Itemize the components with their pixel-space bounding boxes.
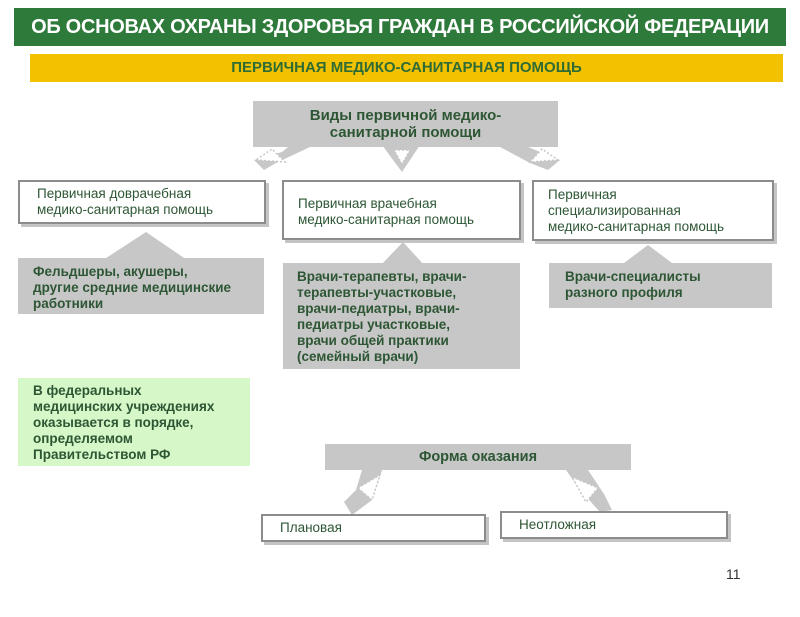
type-box-pre-medical bbox=[18, 180, 266, 224]
type-box-line: медико-санитарная помощь bbox=[37, 202, 214, 217]
staff-callout-medical bbox=[283, 263, 520, 369]
type-box-line: Первичная доврачебная bbox=[37, 186, 192, 201]
type-box-medical bbox=[282, 180, 521, 240]
federal-note-line: определяемом bbox=[33, 431, 133, 446]
staff-line: другие средние медицинские bbox=[33, 280, 232, 295]
type-box-specialized bbox=[532, 180, 774, 241]
federal-note-box bbox=[18, 378, 250, 466]
types-heading-line: Виды первичной медико- bbox=[309, 107, 502, 124]
federal-note-line: Правительством РФ bbox=[33, 447, 171, 462]
staff-line: педиатры участковые, bbox=[297, 317, 451, 332]
types-heading-box bbox=[253, 101, 558, 147]
type-box-line: медико-санитарная помощь bbox=[298, 212, 475, 227]
staff-line: (семейный врачи) bbox=[297, 349, 419, 364]
form-option-urgent: Неотложная bbox=[500, 511, 728, 539]
federal-note-line: медицинских учреждениях bbox=[33, 399, 215, 414]
staff-line: разного профиля bbox=[565, 285, 683, 300]
staff-callout-pre-medical bbox=[18, 258, 264, 314]
staff-line: Врачи-терапевты, врачи- bbox=[297, 269, 467, 284]
federal-note-line: оказывается в порядке, bbox=[33, 415, 194, 430]
staff-line: работники bbox=[33, 296, 104, 311]
federal-note-line: В федеральных bbox=[33, 383, 142, 398]
staff-line: врачи-педиатры, врачи- bbox=[297, 301, 460, 316]
types-heading-line: санитарной помощи bbox=[329, 124, 482, 141]
staff-callout-specialized bbox=[549, 263, 772, 308]
type-box-line: специализированная bbox=[548, 203, 681, 218]
form-heading-box: Форма оказания bbox=[325, 444, 631, 470]
staff-line: терапевты-участковые, bbox=[297, 285, 457, 300]
staff-line: Фельдшеры, акушеры, bbox=[33, 264, 188, 279]
form-option-planned: Плановая bbox=[261, 514, 486, 542]
section-subtitle: ПЕРВИЧНАЯ МЕДИКО-САНИТАРНАЯ ПОМОЩЬ bbox=[30, 54, 783, 82]
type-box-line: Первичная bbox=[548, 187, 617, 202]
staff-line: Врачи-специалисты bbox=[565, 269, 701, 284]
type-box-line: медико-санитарная помощь bbox=[548, 219, 725, 234]
page-number: 11 bbox=[726, 566, 741, 582]
staff-line: врачи общей практики bbox=[297, 333, 449, 348]
type-box-line: Первичная врачебная bbox=[298, 196, 437, 211]
page-title: ОБ ОСНОВАХ ОХРАНЫ ЗДОРОВЬЯ ГРАЖДАН В РОССИЙСКОЙ ФЕДЕРАЦИИ bbox=[14, 8, 786, 46]
